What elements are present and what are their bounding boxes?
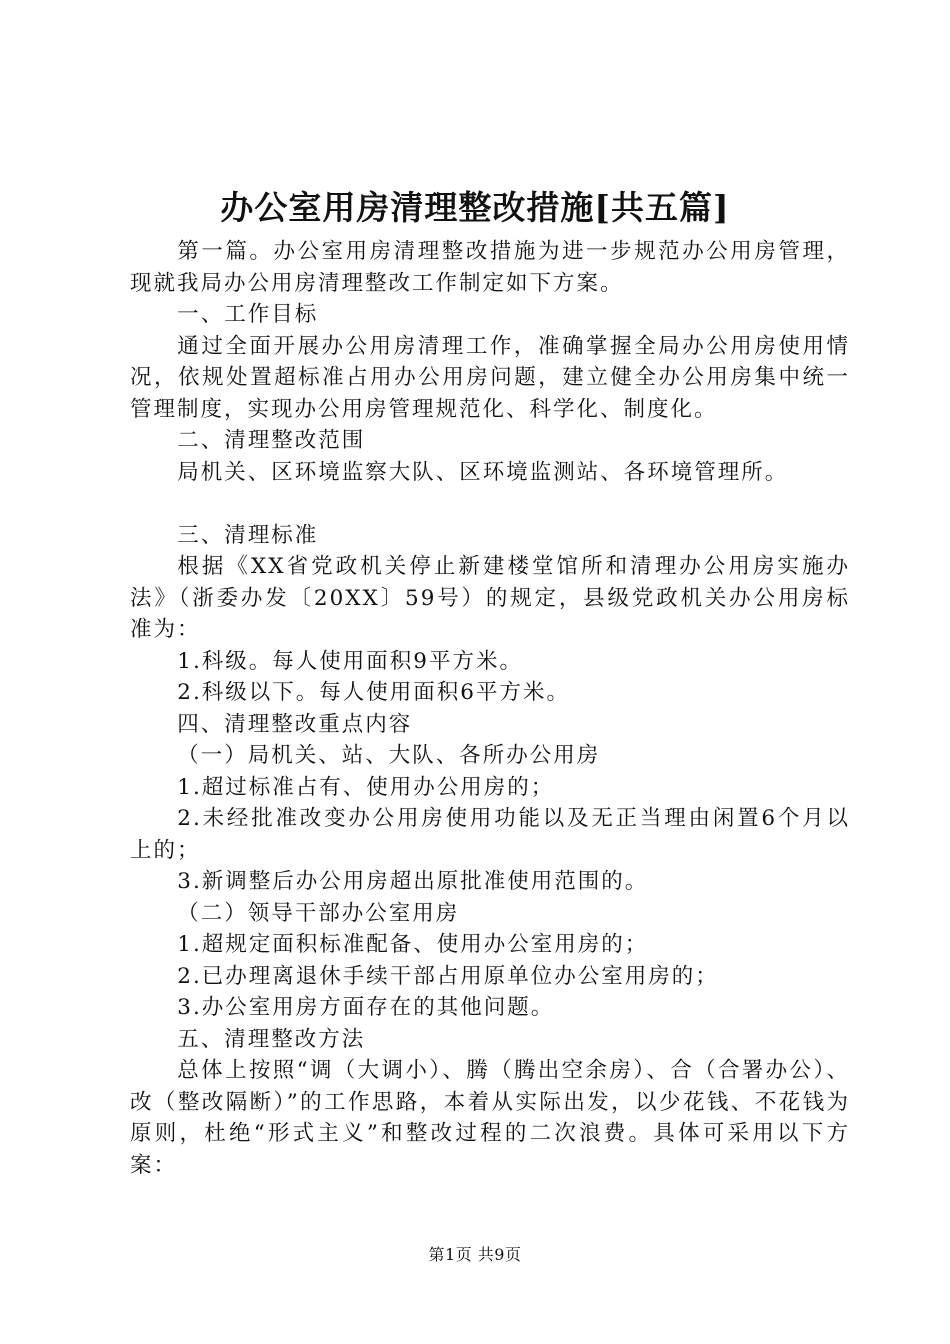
list-item: 1.科级。每人使用面积9平方米。 <box>177 648 523 674</box>
blank-line <box>130 488 850 520</box>
list-item: 2.科级以下。每人使用面积6平方米。 <box>177 680 570 705</box>
page-number-footer: 第1页 共9页 <box>428 1245 522 1264</box>
section-heading-4: 四、清理整改重点内容 <box>177 711 413 737</box>
paragraph-goals: 通过全面开展办公用房清理工作，准确掌握全局办公用房使用情况，依规处置超标准占用办公用房问题，建立健全办公用房集中统一管理制度，实现办公用房管理规范化、科学化、制度化。 <box>130 333 850 422</box>
list-item: 2.未经批准改变办公用房使用功能以及无正当理由闲置6个月以上的； <box>130 806 850 863</box>
subsection-heading: （二）领导干部办公室用房 <box>177 900 460 926</box>
list-item: 2.已办理离退休手续干部占用原单位办公室用房的； <box>177 963 719 989</box>
list-item: 1.超规定面积标准配备、使用办公室用房的； <box>177 932 649 957</box>
document-body <box>130 236 850 1181</box>
paragraph-standard: 根据《XX省党政机关停止新建楼堂馆所和清理办公用房实施办法》（浙委办发〔20XX〕59号）的规定，县级党政机关办公用房标准为： <box>130 554 850 642</box>
document-title: 办公室用房清理整改措施[共五篇] <box>220 188 730 227</box>
list-item: 3.办公室用房方面存在的其他问题。 <box>177 995 555 1020</box>
paragraph-intro: 第一篇。办公室用房清理整改措施为进一步规范办公用房管理，现就我局办公用房清理整改工作制定如下方案。 <box>130 239 850 296</box>
list-item: 3.新调整后办公用房超出原批准使用范围的。 <box>177 869 649 894</box>
section-heading-3: 三、清理标准 <box>177 522 319 548</box>
paragraph-method: 总体上按照“调（大调小）、腾（腾出空余房）、合（合署办公）、改（整改隔断）”的工作思路，本着从实际出发，以少花钱、不花钱为原则，杜绝“形式主义”和整改过程的二次浪费。具体可采用以下方案： <box>130 1058 850 1178</box>
list-item: 1.超过标准占有、使用办公用房的； <box>177 774 555 800</box>
paragraph-scope: 局机关、区环境监察大队、区环境监测站、各环境管理所。 <box>177 459 789 485</box>
subsection-heading: （一）局机关、站、大队、各所办公用房 <box>177 743 601 768</box>
section-heading-1: 一、工作目标 <box>177 302 319 327</box>
section-heading-2: 二、清理整改范围 <box>177 428 366 453</box>
section-heading-5: 五、清理整改方法 <box>177 1026 366 1052</box>
